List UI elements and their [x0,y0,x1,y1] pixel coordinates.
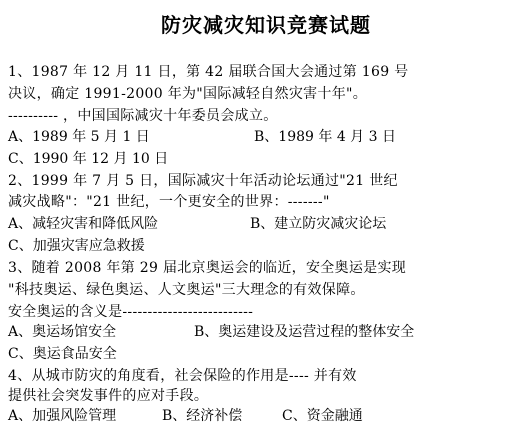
question-1-line-2: 决议，确定 1991-2000 年为"国际减轻自然灾害十年"。 [8,86,368,102]
page-title: 防灾减灾知识竞赛试题 [161,13,371,37]
question-3-line-1: 3、随着 2008 年第 29 届北京奥运会的临近，安全奥运是实现 [8,260,407,276]
question-1-line-1: 1、1987 年 12 月 11 日，第 42 届联合国大会通过第 169 号 [8,64,409,80]
question-3-line-3: 安全奥运的含义是-------------------------- [8,304,254,320]
question-1-line-3: ---------- ，中国国际减灾十年委员会成立。 [8,108,278,124]
question-4-option-c: C、资金融通 [282,408,363,424]
question-4-line-1: 4、从城市防灾的角度看，社会保险的作用是---- 并有效 [8,368,357,384]
question-2-option-c: C、加强灾害应急救援 [8,238,145,254]
question-2-option-b: B、建立防灾减灾论坛 [250,216,387,232]
question-3-option-a: A、奥运场馆安全 [8,324,117,340]
question-4-line-2: 提供社会突发事件的应对手段。 [8,388,209,404]
question-4-option-b: B、经济补偿 [162,408,243,424]
question-1-option-b: B、1989 年 4 月 3 日 [254,129,396,145]
question-3-option-b: B、奥运建设及运营过程的整体安全 [194,324,415,340]
question-4-option-a: A、加强风险管理 [8,408,117,424]
question-1-option-a: A、1989 年 5 月 1 日 [8,129,150,145]
question-2-option-a: A、减轻灾害和降低风险 [8,216,159,232]
question-2-line-2: 减灾战略"："21 世纪，一个更安全的世界：-------" [8,194,330,210]
question-3-line-2: "科技奥运、绿色奥运、人文奥运"三大理念的有效保障。 [8,282,365,298]
question-2-line-1: 2、1999 年 7 月 5 日，国际减灾十年活动论坛通过"21 世纪 [8,173,398,189]
question-3-option-c: C、奥运食品安全 [8,346,117,362]
question-1-option-c: C、1990 年 12 月 10 日 [8,151,169,167]
